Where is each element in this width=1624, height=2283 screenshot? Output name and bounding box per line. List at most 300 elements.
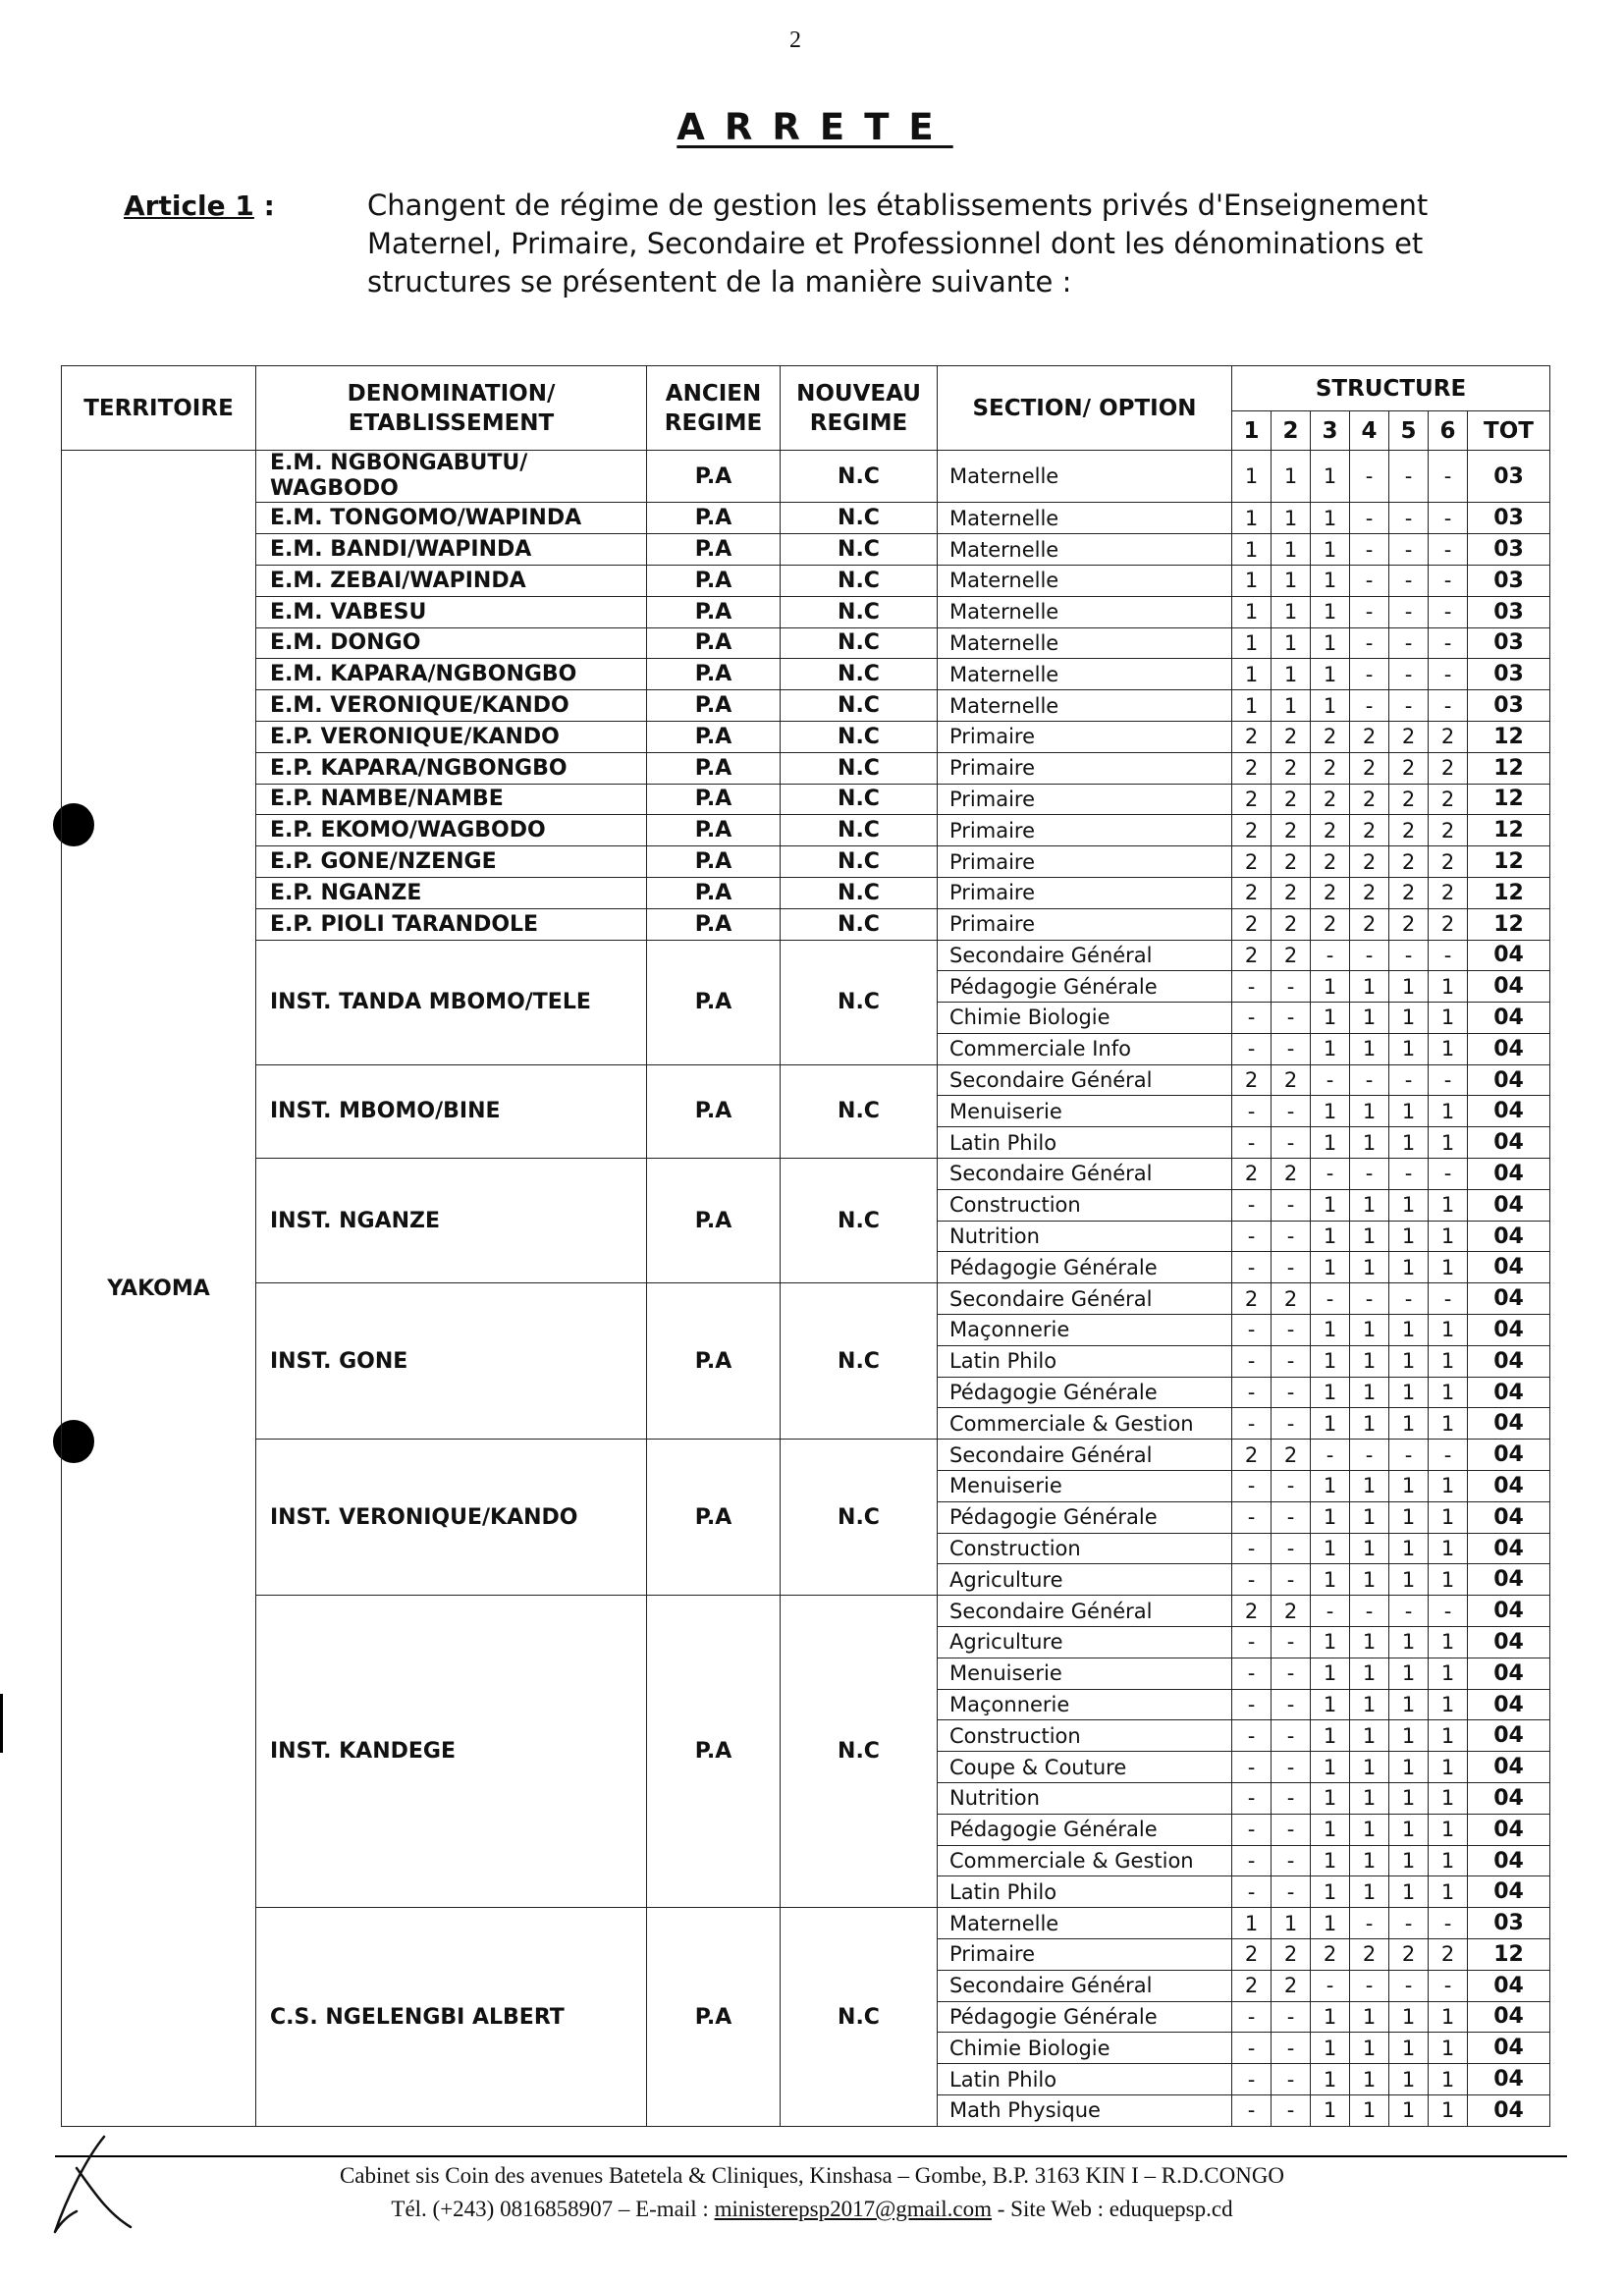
section-option-cell: Latin Philo [938, 2064, 1232, 2095]
nouveau-regime-cell: N.C [781, 1596, 938, 1908]
structure-count-cell: - [1232, 2064, 1272, 2095]
section-option-cell: Maçonnerie [938, 1689, 1232, 1720]
structure-count-cell: 1 [1429, 1845, 1468, 1876]
structure-count-cell: - [1232, 1345, 1272, 1377]
structure-count-cell: 1 [1311, 1814, 1350, 1845]
structure-count-cell: 2 [1272, 1440, 1311, 1471]
nouveau-regime-cell: N.C [781, 1159, 938, 1283]
structure-count-cell: 1 [1350, 1471, 1389, 1502]
structure-count-cell: 1 [1232, 596, 1272, 627]
structure-total-cell: 12 [1468, 877, 1550, 908]
structure-count-cell: 2 [1311, 721, 1350, 752]
structure-count-cell: 1 [1272, 627, 1311, 659]
structure-count-cell: 1 [1311, 451, 1350, 503]
structure-total-cell: 04 [1468, 1501, 1550, 1533]
structure-count-cell: - [1389, 940, 1429, 971]
structure-total-cell: 03 [1468, 534, 1550, 566]
structure-count-cell: 2 [1389, 877, 1429, 908]
section-option-cell: Pédagogie Générale [938, 1377, 1232, 1408]
section-option-cell: Nutrition [938, 1783, 1232, 1815]
structure-count-cell: - [1350, 1908, 1389, 1939]
structure-count-cell: - [1272, 1127, 1311, 1159]
structure-count-cell: 1 [1350, 1345, 1389, 1377]
structure-count-cell: - [1350, 1283, 1389, 1315]
section-option-cell: Primaire [938, 846, 1232, 878]
section-option-cell: Coupe & Couture [938, 1752, 1232, 1783]
structure-count-cell: - [1350, 1596, 1389, 1627]
nouveau-regime-cell: N.C [781, 784, 938, 815]
structure-count-cell: - [1272, 1377, 1311, 1408]
structure-total-cell: 04 [1468, 1283, 1550, 1315]
structure-count-cell: 1 [1429, 1377, 1468, 1408]
section-option-cell: Pédagogie Générale [938, 1252, 1232, 1283]
structure-count-cell: 1 [1429, 1127, 1468, 1159]
nouveau-regime-cell: N.C [781, 659, 938, 690]
structure-count-cell: - [1350, 659, 1389, 690]
table-row [62, 1159, 1550, 1190]
table-row [62, 1596, 1550, 1627]
structure-count-cell: 1 [1389, 1752, 1429, 1783]
structure-count-cell: 2 [1350, 846, 1389, 878]
nouveau-regime-cell: N.C [781, 846, 938, 878]
structure-count-cell: 1 [1350, 1377, 1389, 1408]
structure-count-cell: - [1389, 534, 1429, 566]
ancien-regime-cell: P.A [647, 690, 781, 722]
establishment-name: E.M. KAPARA/NGBONGBO [256, 659, 647, 690]
structure-total-cell: 04 [1468, 1127, 1550, 1159]
nouveau-regime-cell: N.C [781, 1440, 938, 1596]
structure-count-cell: 1 [1311, 1783, 1350, 1815]
ancien-regime-cell: P.A [647, 1159, 781, 1283]
section-option-cell: Agriculture [938, 1627, 1232, 1658]
structure-count-cell: 1 [1272, 1908, 1311, 1939]
structure-count-cell: 1 [1429, 2064, 1468, 2095]
nouveau-regime-cell: N.C [781, 690, 938, 722]
establishment-name: E.M. VERONIQUE/KANDO [256, 690, 647, 722]
structure-count-cell: - [1389, 503, 1429, 534]
header-col-5: 5 [1389, 411, 1429, 451]
structure-count-cell: 1 [1429, 1658, 1468, 1689]
structure-count-cell: - [1350, 1159, 1389, 1190]
structure-count-cell: 1 [1389, 2033, 1429, 2064]
header-denomination: DENOMINATION/ ETABLISSEMENT [256, 366, 647, 451]
structure-count-cell: - [1232, 1783, 1272, 1815]
structure-count-cell: 2 [1272, 721, 1311, 752]
structure-count-cell: - [1350, 503, 1389, 534]
ancien-regime-cell: P.A [647, 908, 781, 940]
section-option-cell: Primaire [938, 815, 1232, 846]
structure-count-cell: - [1350, 596, 1389, 627]
header-col-6: 6 [1429, 411, 1468, 451]
structure-count-cell: - [1232, 1814, 1272, 1845]
structure-count-cell: - [1232, 1471, 1272, 1502]
structure-count-cell: 1 [1311, 1501, 1350, 1533]
ancien-regime-cell: P.A [647, 659, 781, 690]
establishment-name: INST. GONE [256, 1283, 647, 1440]
structure-count-cell: 1 [1311, 1033, 1350, 1064]
structure-count-cell: 1 [1389, 1003, 1429, 1034]
structure-count-cell: 1 [1350, 1096, 1389, 1127]
structure-count-cell: - [1389, 1970, 1429, 2001]
structure-count-cell: 1 [1311, 1345, 1350, 1377]
structure-count-cell: - [1429, 503, 1468, 534]
structure-count-cell: 1 [1272, 503, 1311, 534]
table-row [62, 627, 1550, 659]
section-option-cell: Maternelle [938, 451, 1232, 503]
structure-count-cell: 1 [1389, 1720, 1429, 1752]
structure-count-cell: 1 [1350, 2064, 1389, 2095]
nouveau-regime-cell: N.C [781, 908, 938, 940]
structure-count-cell: 2 [1232, 1440, 1272, 1471]
section-option-cell: Maternelle [938, 534, 1232, 566]
structure-count-cell: 2 [1311, 846, 1350, 878]
structure-count-cell: 2 [1350, 784, 1389, 815]
structure-count-cell: 2 [1311, 908, 1350, 940]
structure-count-cell: 1 [1389, 1845, 1429, 1876]
section-option-cell: Menuiserie [938, 1471, 1232, 1502]
structure-count-cell: 1 [1389, 1658, 1429, 1689]
structure-count-cell: 1 [1311, 1221, 1350, 1252]
table-row [62, 596, 1550, 627]
structure-count-cell: - [1389, 451, 1429, 503]
structure-count-cell: 2 [1232, 1283, 1272, 1315]
structure-count-cell: 2 [1311, 784, 1350, 815]
structure-count-cell: - [1232, 1533, 1272, 1564]
structure-total-cell: 12 [1468, 846, 1550, 878]
structure-count-cell: - [1232, 1501, 1272, 1533]
nouveau-regime-cell: N.C [781, 815, 938, 846]
section-option-cell: Maçonnerie [938, 1315, 1232, 1346]
structure-count-cell: 1 [1429, 1564, 1468, 1596]
table-row [62, 1283, 1550, 1315]
structure-total-cell: 04 [1468, 971, 1550, 1003]
section-option-cell: Secondaire Général [938, 940, 1232, 971]
structure-count-cell: 1 [1389, 1252, 1429, 1283]
structure-count-cell: 1 [1389, 2001, 1429, 2033]
structure-count-cell: - [1389, 659, 1429, 690]
structure-count-cell: - [1232, 1221, 1272, 1252]
structure-count-cell: - [1232, 1627, 1272, 1658]
structure-count-cell: - [1429, 451, 1468, 503]
ancien-regime-cell: P.A [647, 940, 781, 1064]
structure-count-cell: - [1272, 1845, 1311, 1876]
section-option-cell: Primaire [938, 908, 1232, 940]
nouveau-regime-cell: N.C [781, 721, 938, 752]
establishment-name: E.P. GONE/NZENGE [256, 846, 647, 878]
structure-count-cell: - [1350, 451, 1389, 503]
structure-count-cell: - [1272, 1096, 1311, 1127]
structure-count-cell: - [1272, 1221, 1311, 1252]
footer-phone: Tél. (+243) 0816858907 – E-mail : [391, 2197, 715, 2221]
header-col-4: 4 [1350, 411, 1389, 451]
table-row [62, 1908, 1550, 1939]
header-structure: STRUCTURE [1232, 366, 1550, 411]
structure-count-cell: 2 [1350, 752, 1389, 784]
structure-total-cell: 04 [1468, 1096, 1550, 1127]
structure-total-cell: 04 [1468, 1658, 1550, 1689]
structure-count-cell: 2 [1311, 1939, 1350, 1971]
ancien-regime-cell: P.A [647, 877, 781, 908]
structure-count-cell: - [1350, 940, 1389, 971]
structure-count-cell: 1 [1232, 565, 1272, 596]
structure-count-cell: 2 [1311, 752, 1350, 784]
structure-count-cell: 1 [1350, 1189, 1389, 1221]
structure-count-cell: - [1429, 565, 1468, 596]
section-option-cell: Latin Philo [938, 1876, 1232, 1908]
structure-count-cell: - [1311, 1064, 1350, 1096]
ancien-regime-cell: P.A [647, 627, 781, 659]
structure-count-cell: 2 [1232, 940, 1272, 971]
structure-count-cell: 1 [1429, 1814, 1468, 1845]
ancien-regime-cell: P.A [647, 565, 781, 596]
article-label [124, 190, 275, 222]
establishment-name: E.P. VERONIQUE/KANDO [256, 721, 647, 752]
table-row [62, 451, 1550, 503]
structure-count-cell: 1 [1389, 1033, 1429, 1064]
structure-count-cell: 1 [1429, 1501, 1468, 1533]
structure-count-cell: 1 [1272, 534, 1311, 566]
structure-total-cell: 03 [1468, 627, 1550, 659]
establishment-name: INST. VERONIQUE/KANDO [256, 1440, 647, 1596]
section-option-cell: Primaire [938, 877, 1232, 908]
nouveau-regime-cell: N.C [781, 596, 938, 627]
structure-count-cell: 2 [1272, 846, 1311, 878]
structure-count-cell: 1 [1350, 2001, 1389, 2033]
structure-count-cell: 1 [1429, 1189, 1468, 1221]
ancien-regime-cell: P.A [647, 784, 781, 815]
structure-count-cell: - [1389, 690, 1429, 722]
structure-total-cell: 12 [1468, 721, 1550, 752]
structure-total-cell: 04 [1468, 1564, 1550, 1596]
table-row [62, 784, 1550, 815]
structure-count-cell: 1 [1350, 1689, 1389, 1720]
section-option-cell: Maternelle [938, 565, 1232, 596]
structure-count-cell: - [1232, 1096, 1272, 1127]
structure-count-cell: 2 [1350, 815, 1389, 846]
section-option-cell: Commerciale Info [938, 1033, 1232, 1064]
territoire-cell: YAKOMA [62, 451, 256, 2127]
structure-count-cell: - [1272, 1189, 1311, 1221]
structure-count-cell: - [1389, 627, 1429, 659]
structure-total-cell: 04 [1468, 2001, 1550, 2033]
structure-count-cell: 1 [1232, 690, 1272, 722]
ancien-regime-cell: P.A [647, 1064, 781, 1158]
structure-total-cell: 04 [1468, 1876, 1550, 1908]
structure-count-cell: 1 [1311, 1564, 1350, 1596]
section-option-cell: Latin Philo [938, 1127, 1232, 1159]
structure-total-cell: 04 [1468, 1752, 1550, 1783]
structure-count-cell: 1 [1429, 1221, 1468, 1252]
structure-count-cell: 1 [1350, 1221, 1389, 1252]
structure-count-cell: 1 [1311, 503, 1350, 534]
structure-count-cell: 1 [1311, 2033, 1350, 2064]
structure-count-cell: - [1272, 1533, 1311, 1564]
structure-count-cell: 1 [1311, 627, 1350, 659]
table-row [62, 534, 1550, 566]
section-option-cell: Chimie Biologie [938, 1003, 1232, 1034]
section-option-cell: Commerciale & Gestion [938, 1408, 1232, 1440]
structure-count-cell: - [1272, 2001, 1311, 2033]
header-nouveau-regime: NOUVEAU REGIME [781, 366, 938, 451]
establishment-name: E.M. DONGO [256, 627, 647, 659]
header-ancien-regime: ANCIEN REGIME [647, 366, 781, 451]
nouveau-regime-cell: N.C [781, 1908, 938, 2127]
structure-count-cell: 1 [1429, 1315, 1468, 1346]
table-row [62, 877, 1550, 908]
structure-count-cell: - [1272, 1752, 1311, 1783]
section-option-cell: Secondaire Général [938, 1970, 1232, 2001]
table-row [62, 940, 1550, 971]
establishment-name: E.P. EKOMO/WAGBODO [256, 815, 647, 846]
structure-count-cell: 1 [1350, 2033, 1389, 2064]
nouveau-regime-cell: N.C [781, 877, 938, 908]
structure-count-cell: 1 [1429, 1003, 1468, 1034]
structure-count-cell: 2 [1272, 877, 1311, 908]
nouveau-regime-cell: N.C [781, 451, 938, 503]
establishment-name: E.M. BANDI/WAPINDA [256, 534, 647, 566]
footer-contact [98, 2197, 1526, 2222]
structure-count-cell: - [1389, 1159, 1429, 1190]
structure-count-cell: 1 [1311, 1876, 1350, 1908]
structure-count-cell: 1 [1389, 1127, 1429, 1159]
establishments-table [61, 365, 1550, 2127]
structure-count-cell: 1 [1311, 1408, 1350, 1440]
structure-total-cell: 04 [1468, 1377, 1550, 1408]
structure-count-cell: 1 [1389, 1221, 1429, 1252]
table-row [62, 1440, 1550, 1471]
structure-total-cell: 04 [1468, 1345, 1550, 1377]
structure-count-cell: 1 [1389, 1315, 1429, 1346]
structure-total-cell: 03 [1468, 596, 1550, 627]
structure-count-cell: 1 [1389, 1501, 1429, 1533]
structure-total-cell: 04 [1468, 1845, 1550, 1876]
structure-count-cell: 1 [1389, 1471, 1429, 1502]
structure-total-cell: 04 [1468, 1189, 1550, 1221]
footer-email-link[interactable]: ministerepsp2017@gmail.com [714, 2197, 993, 2221]
structure-count-cell: 1 [1350, 1003, 1389, 1034]
structure-count-cell: 1 [1350, 1845, 1389, 1876]
structure-total-cell: 12 [1468, 815, 1550, 846]
structure-count-cell: - [1272, 1876, 1311, 1908]
nouveau-regime-cell: N.C [781, 1064, 938, 1158]
structure-count-cell: - [1232, 1876, 1272, 1908]
structure-count-cell: 1 [1311, 1845, 1350, 1876]
structure-total-cell: 04 [1468, 1408, 1550, 1440]
structure-total-cell: 04 [1468, 1471, 1550, 1502]
structure-count-cell: - [1311, 1440, 1350, 1471]
nouveau-regime-cell: N.C [781, 565, 938, 596]
structure-total-cell: 04 [1468, 1533, 1550, 1564]
section-option-cell: Agriculture [938, 1564, 1232, 1596]
structure-count-cell: 2 [1350, 721, 1389, 752]
section-option-cell: Secondaire Général [938, 1440, 1232, 1471]
structure-count-cell: - [1429, 1283, 1468, 1315]
ancien-regime-cell: P.A [647, 1440, 781, 1596]
structure-count-cell: - [1311, 1159, 1350, 1190]
structure-count-cell: 2 [1232, 1064, 1272, 1096]
structure-count-cell: 1 [1389, 1533, 1429, 1564]
structure-total-cell: 04 [1468, 1315, 1550, 1346]
structure-count-cell: 1 [1389, 1345, 1429, 1377]
establishment-name: E.P. KAPARA/NGBONGBO [256, 752, 647, 784]
document-title: ARRETE [677, 106, 953, 148]
structure-count-cell: 1 [1429, 1689, 1468, 1720]
establishment-name: INST. TANDA MBOMO/TELE [256, 940, 647, 1064]
structure-count-cell: 1 [1311, 1471, 1350, 1502]
structure-count-cell: - [1232, 1720, 1272, 1752]
structure-count-cell: 2 [1232, 752, 1272, 784]
section-option-cell: Maternelle [938, 596, 1232, 627]
header-section-option: SECTION/ OPTION [938, 366, 1232, 451]
structure-count-cell: 2 [1232, 784, 1272, 815]
establishment-name: INST. MBOMO/BINE [256, 1064, 647, 1158]
structure-total-cell: 04 [1468, 2033, 1550, 2064]
structure-count-cell: 1 [1232, 1908, 1272, 1939]
section-option-cell: Primaire [938, 1939, 1232, 1971]
structure-count-cell: 1 [1389, 1408, 1429, 1440]
structure-count-cell: - [1350, 1064, 1389, 1096]
structure-count-cell: 2 [1311, 877, 1350, 908]
structure-count-cell: 1 [1389, 971, 1429, 1003]
structure-count-cell: - [1272, 1658, 1311, 1689]
structure-total-cell: 04 [1468, 1252, 1550, 1283]
structure-count-cell: 1 [1429, 2094, 1468, 2126]
section-option-cell: Chimie Biologie [938, 2033, 1232, 2064]
nouveau-regime-cell: N.C [781, 752, 938, 784]
structure-count-cell: - [1232, 1315, 1272, 1346]
structure-count-cell: 1 [1429, 1033, 1468, 1064]
structure-count-cell: 1 [1429, 1783, 1468, 1815]
header-territoire: TERRITOIRE [62, 366, 256, 451]
establishment-name: E.P. PIOLI TARANDOLE [256, 908, 647, 940]
section-option-cell: Primaire [938, 752, 1232, 784]
structure-count-cell: - [1272, 1315, 1311, 1346]
header-col-2: 2 [1272, 411, 1311, 451]
structure-count-cell: - [1272, 2033, 1311, 2064]
section-option-cell: Construction [938, 1189, 1232, 1221]
structure-count-cell: - [1232, 1003, 1272, 1034]
structure-total-cell: 04 [1468, 1033, 1550, 1064]
structure-count-cell: 1 [1311, 1189, 1350, 1221]
structure-total-cell: 04 [1468, 1783, 1550, 1815]
ancien-regime-cell: P.A [647, 1596, 781, 1908]
establishment-name: C.S. NGELENGBI ALBERT [256, 1908, 647, 2127]
ancien-regime-cell: P.A [647, 815, 781, 846]
structure-count-cell: 1 [1311, 1689, 1350, 1720]
structure-total-cell: 04 [1468, 1627, 1550, 1658]
structure-count-cell: - [1232, 1408, 1272, 1440]
section-option-cell: Latin Philo [938, 1345, 1232, 1377]
structure-count-cell: 1 [1429, 971, 1468, 1003]
structure-count-cell: 1 [1429, 1096, 1468, 1127]
ancien-regime-cell: P.A [647, 721, 781, 752]
structure-count-cell: 2 [1389, 846, 1429, 878]
structure-count-cell: 1 [1311, 1533, 1350, 1564]
structure-total-cell: 04 [1468, 1440, 1550, 1471]
structure-count-cell: 1 [1311, 1252, 1350, 1283]
section-option-cell: Pédagogie Générale [938, 2001, 1232, 2033]
structure-count-cell: 1 [1232, 503, 1272, 534]
structure-count-cell: 1 [1311, 1627, 1350, 1658]
structure-count-cell: - [1232, 1689, 1272, 1720]
structure-count-cell: 1 [1311, 596, 1350, 627]
structure-count-cell: - [1272, 971, 1311, 1003]
table-row [62, 846, 1550, 878]
section-option-cell: Construction [938, 1533, 1232, 1564]
structure-count-cell: - [1232, 971, 1272, 1003]
structure-count-cell: - [1311, 1596, 1350, 1627]
structure-count-cell: 1 [1311, 2001, 1350, 2033]
